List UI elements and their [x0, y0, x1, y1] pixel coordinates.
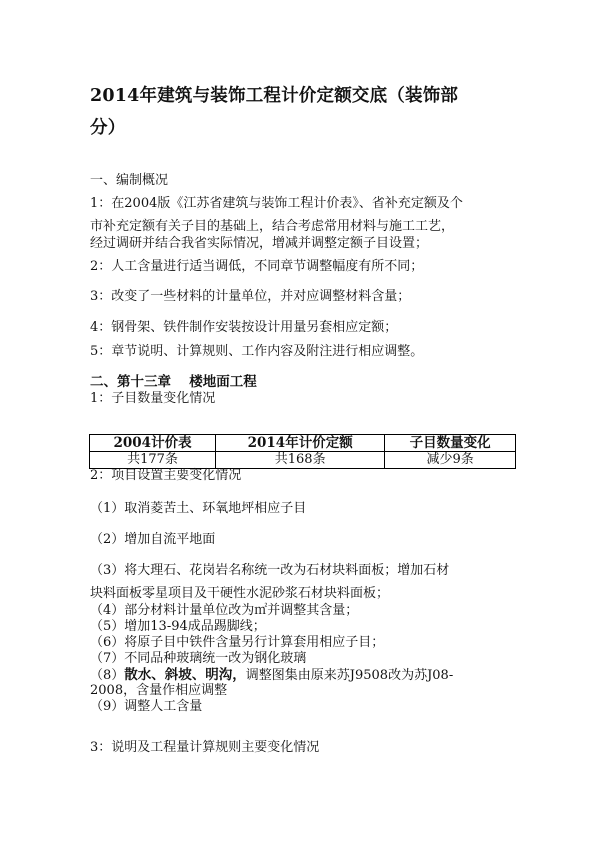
- item-p9: （9）调整人工含量: [90, 699, 203, 714]
- item-p8-prefix: （8）: [90, 668, 125, 683]
- table-cell: 减少9条: [385, 452, 516, 469]
- doc-title-line2: 分）: [90, 118, 126, 138]
- item-p7: （7）不同品种玻璃统一改为钢化玻璃: [90, 651, 307, 666]
- item-p4: （4）部分材料计量单位改为㎡并调整其含量；: [90, 603, 359, 618]
- table-cell: 共168条: [216, 452, 385, 469]
- item-p6: （6）将原子目中铁件含量另行计算套用相应子目；: [90, 635, 385, 650]
- item-count-table: [89, 434, 516, 469]
- table-header-cell: 2014年计价定额: [216, 435, 385, 452]
- item-p8-rest: 调整图集由原来苏J9508改为苏J08-: [245, 668, 454, 683]
- item-p1: （1）取消菱苦土、环氧地坪相应子目: [90, 501, 307, 516]
- table-cell: 共177条: [90, 452, 216, 469]
- section2-sub2: 2：项目设置主要变化情况: [90, 468, 242, 483]
- section1-item3: 3：改变了一些材料的计量单位，并对应调整材料含量；: [90, 289, 411, 304]
- item-p3-line1: （3）将大理石、花岗岩名称统一改为石材块料面板；增加石材: [90, 563, 450, 578]
- item-p3-line2: 块料面板零星项目及干硬性水泥砂浆石材块料面板；: [90, 586, 390, 601]
- table-header-cell: 子目数量变化: [385, 435, 516, 452]
- table-row: [90, 452, 516, 469]
- item-p8-line2: 2008，含量作相应调整: [90, 683, 228, 698]
- section2-sub3: 3：说明及工程量计算规则主要变化情况: [90, 740, 320, 755]
- item-p2: （2）增加自流平地面: [90, 532, 216, 547]
- section1-item4: 4：钢骨架、铁件制作安装按设计用量另套相应定额；: [90, 320, 398, 335]
- section2-sub1: 1：子目数量变化情况: [90, 391, 216, 406]
- item-p5: （5）增加13-94成品踢脚线；: [90, 619, 266, 634]
- section1-item1-line2: 市补充定额有关子目的基础上，结合考虑常用材料与施工工艺，: [90, 219, 455, 234]
- section1-heading: 一、编制概况: [90, 173, 169, 188]
- table-header-cell: 2004计价表: [90, 435, 216, 452]
- section2-heading: 二、第十三章 楼地面工程: [90, 374, 257, 390]
- section1-item1-line3: 经过调研并结合我省实际情况，增减并调整定额子目设置；: [90, 236, 429, 251]
- section1-item2: 2：人工含量进行适当调低，不同章节调整幅度有所不同；: [90, 259, 424, 274]
- section1-item5: 5：章节说明、计算规则、工作内容及附注进行相应调整。: [90, 344, 424, 359]
- item-p8: [90, 667, 453, 684]
- item-p8-bold: 散水、斜坡、明沟，: [124, 667, 246, 683]
- section1-item1-line1: 1：在2004版《江苏省建筑与装饰工程计价表》、省补充定额及个: [90, 196, 463, 211]
- doc-title-line1: 2014年建筑与装饰工程计价定额交底（装饰部: [90, 86, 459, 106]
- table-header-row: [90, 435, 516, 452]
